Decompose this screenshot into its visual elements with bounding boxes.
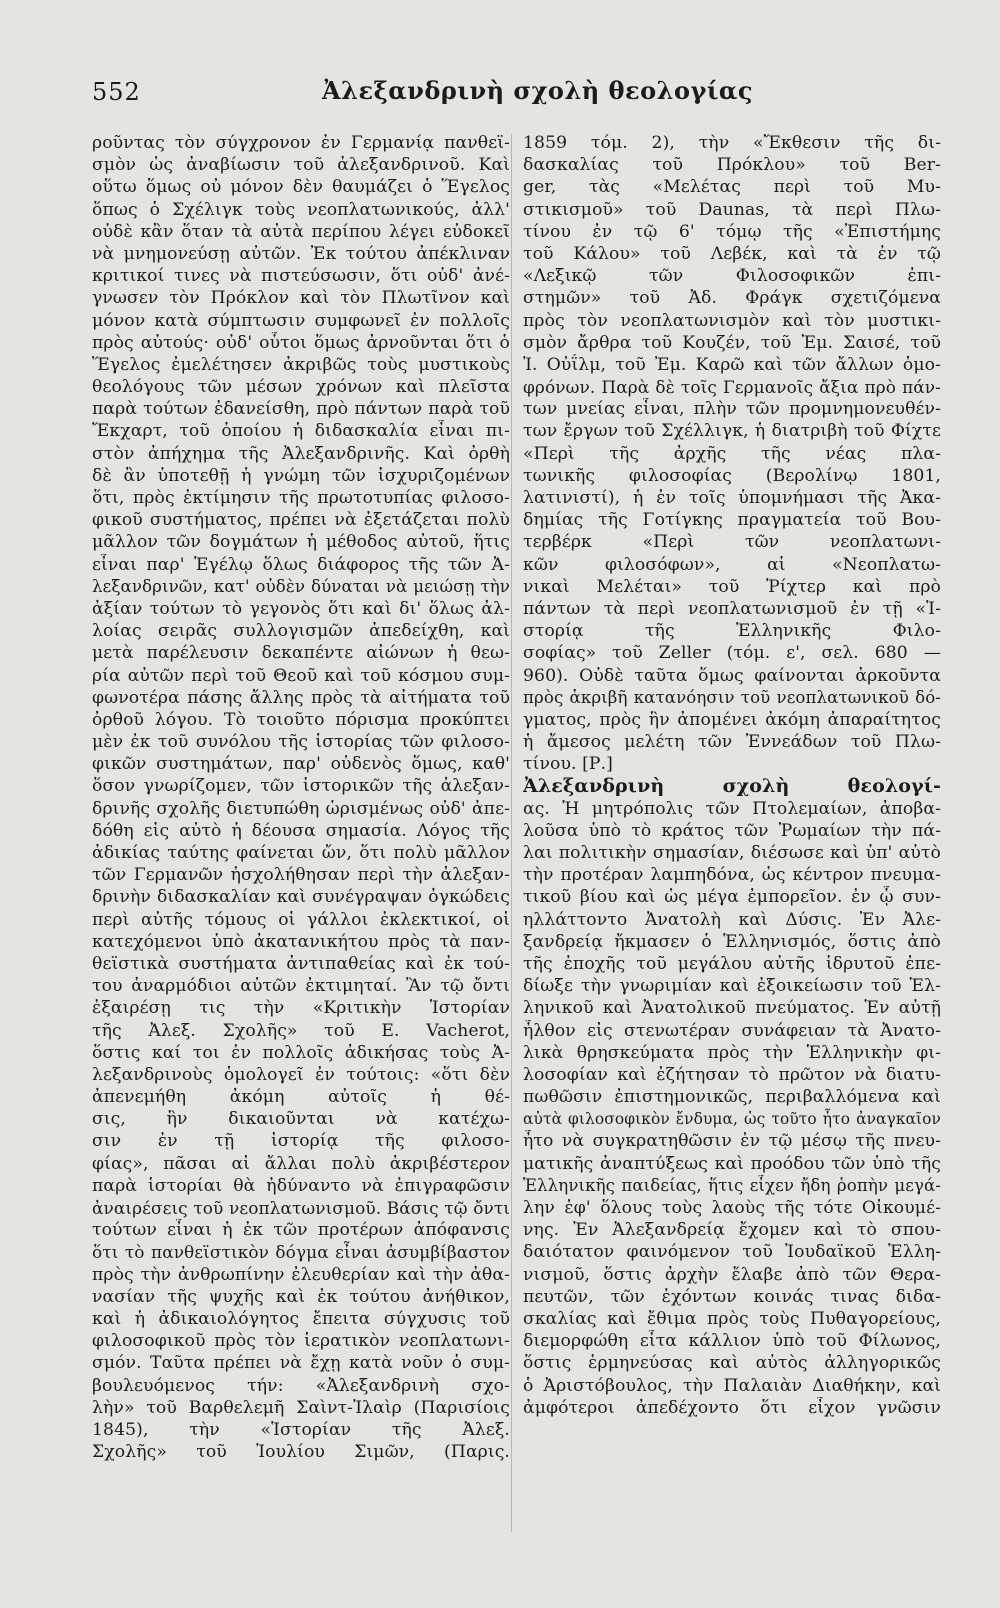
text-line: μὲν ἐκ τοῦ συνόλου τῆς ἱστορίας τῶν φιλοσο-: [92, 732, 510, 753]
text-line: λην ἐφ' ὅλους τοὺς λαοὺς τῆς τότε Οἰκουμέ-: [523, 1198, 941, 1218]
text-line: νασίαν τῆς ψυχῆς καὶ ἐκ τούτου ἀνήθικον,: [92, 1286, 510, 1307]
text-line: πωθῶσιν ἐπιστημονικῶς, περιβαλλόμενα καὶ: [523, 1087, 941, 1108]
text-line: ὅστις καί τοι ἐν πολλοῖς ἀδικήσας τοὺς Ἀ-: [92, 1042, 510, 1063]
text-line: δαιότατον φαινόμενον τοῦ Ἰουδαϊκοῦ Ἑλλη-: [523, 1242, 941, 1263]
text-line: βουλευόμενος τήν: «Ἀλεξανδρινὴ σχο-: [92, 1375, 510, 1396]
text-line: τίνου ἐν τῷ 6' τόμῳ τῆς «Ἐπιστήμης: [523, 221, 941, 242]
text-line: λοίας σειρᾶς συλλογισμῶν ἀπεδείχθη, καὶ: [92, 621, 510, 642]
text-line: «Λεξικῷ τῶν Φιλοσοφικῶν ἐπι-: [523, 266, 941, 287]
text-line: ὅτι τὸ πανθεϊστικὸν δόγμα εἶναι ἀσυμβίβαστον: [92, 1242, 510, 1263]
text-line: φικῶν συστημάτων, παρ' οὐδενὸς ὅμως, καθ': [92, 754, 510, 775]
text-line: φρόνων. Παρὰ δὲ τοῖς Γερμανοῖς ἄξια πρὸ πάν-: [523, 377, 941, 398]
text-line: παρὰ ἱστορίαι θὰ ἠδύναντο νὰ ἐπιγραφῶσιν: [92, 1175, 510, 1196]
left-column: [92, 132, 510, 1463]
text-line: πρὸς τὸν νεοπλατωνισμὸν καὶ τὸν μυστικι-: [523, 310, 941, 331]
text-line: οὕτω ὅμως οὐ μόνον δὲν θαυμάζει ὁ Ἕγελος: [92, 177, 510, 198]
text-line: δρινὴν διδασκαλίαν καὶ συνέγραψαν ὀγκώδεις: [92, 887, 510, 908]
text-line: λικὰ θρησκεύματα πρὸς τὴν Ἑλληνικὴν φι-: [523, 1042, 941, 1063]
text-line: λοσοφίαν καὶ ἐζήτησαν τὸ πρῶτον νὰ διατυ-: [523, 1064, 941, 1085]
text-line: ηλλάττοντο Ἀνατολὴ καὶ Δύσις. Ἐν Ἀλε-: [523, 909, 941, 930]
text-line: ἀξίαν τούτων τὸ γεγονὸς ὅτι καὶ δι' ὅλως ἀλ-: [92, 598, 510, 619]
text-line: τῶν Γερμανῶν ἠσχολήθησαν περὶ τὴν ἀλεξαν-: [92, 865, 510, 886]
text-line: μόνον κατὰ σύμπτωσιν συμφωνεῖ ἐν πολλοῖς: [92, 310, 510, 331]
text-line: Ἰ. Οὐΐλμ, τοῦ Ἐμ. Καρῶ καὶ τῶν ἄλλων ὁμο-: [523, 354, 941, 375]
text-line: των μνείας εἶναι, πλὴν τῶν προμνημονευθέν-: [523, 399, 941, 420]
text-line: τῆς Ἀλεξ. Σχολῆς» τοῦ E. Vacherot,: [92, 1020, 510, 1041]
text-line: Ἔκχαρτ, τοῦ ὁποίου ἡ διδασκαλία εἶναι πι-: [92, 421, 510, 442]
page-header: [92, 78, 932, 114]
running-title: Ἀλεξανδρινὴ σχολὴ θεολογίας: [322, 76, 754, 105]
text-line: ξανδρείᾳ ἤκμασεν ὁ Ἑλληνισμός, ὅστις ἀπὸ: [523, 931, 941, 952]
text-line: τούτων εἶναι ἡ ἐκ τῶν προτέρων ἀπόφανσις: [92, 1220, 510, 1241]
text-line: μᾶλλον τῶν δογμάτων ἡ μέθοδος αὐτοῦ, ἥτις: [92, 532, 510, 553]
text-line: Ἀλεξανδρινὴ σχολὴ θεολογί-: [523, 775, 941, 798]
text-line: δρινῆς σχολῆς διετυπώθη ὡρισμένως οὐδ' ἀπε-: [92, 798, 510, 819]
text-line: ἀμφότεροι ἀπεδέχοντο ὅτι εἶχον γνῶσιν: [523, 1397, 941, 1418]
text-line: τωνικῆς φιλοσοφίας (Βερολίνῳ 1801,: [523, 465, 941, 486]
text-line: φικοῦ συστήματος, πρέπει νὰ ἐξετάζεται πολὺ: [92, 510, 510, 531]
text-line: ἦτο νὰ συγκρατηθῶσιν ἐν τῷ μέσῳ τῆς πνευ-: [523, 1131, 941, 1152]
text-line: αὐτὰ φιλοσοφικὸν ἔνδυμα, ὡς τοῦτο ἦτο ἀναγκαῖον: [523, 1110, 941, 1129]
text-line: νης. Ἐν Ἀλεξανδρείᾳ ἔχομεν καὶ τὸ σπου-: [523, 1220, 941, 1241]
text-line: πρὸς τὴν ἀνθρωπίνην ἐλευθερίαν καὶ τὴν ἀθα-: [92, 1264, 510, 1285]
text-line: 960). Οὐδὲ ταῦτα ὅμως φαίνονται ἀρκοῦντα: [523, 665, 941, 686]
text-line: μετὰ παρέλευσιν δεκαπέντε αἰώνων ἡ θεω-: [92, 643, 510, 664]
text-line: πευτῶν, τῶν ἐχόντων κοινάς τινας διδα-: [523, 1286, 941, 1307]
text-line: κριτικοί τινες νὰ πιστεύσωσιν, ὅτι οὐδ' ἀνέ-: [92, 266, 510, 287]
text-line: σις, ἣν δικαιοῦνται νὰ κατέχω-: [92, 1109, 510, 1130]
text-line: σοφίας» τοῦ Zeller (τόμ. ε', σελ. 680 —: [523, 643, 941, 664]
text-line: λὴν» τοῦ Βαρθελεμῆ Σαὶντ-Ἰλαὶρ (Παρισίοις: [92, 1397, 510, 1418]
text-line: του ἀναρμόδιοι αὐτῶν ἐκτιμηταί. Ἂν τῷ ὄντι: [92, 976, 510, 997]
text-line: λεξανδρινῶν, κατ' οὐδὲν δύναται νὰ μειώσῃ τὴν: [92, 576, 510, 596]
text-line: πάντων τὰ περὶ νεοπλατωνισμοῦ ἐν τῇ «Ἱ-: [523, 598, 941, 619]
text-line: νισμοῦ, ὅστις ἀρχὴν ἔλαβε ἀπὸ τῶν Θερα-: [523, 1264, 941, 1285]
text-line: λεξανδρινοὺς ὁμολογεῖ ἐν τούτοις: «ὅτι δὲν: [92, 1064, 510, 1085]
text-line: οὐδὲ κἂν ὅταν τὰ αὐτὰ περίπου λέγει εὐδοκεῖ: [92, 221, 510, 242]
text-line: τίνου. [Ρ.]: [523, 754, 613, 775]
text-line: δὲ ἂν ὑποτεθῇ ἡ γνώμη τῶν ἰσχυριζομένων: [92, 465, 510, 486]
text-line: καὶ ἡ ἀδικαιολόγητος ἔπειτα σύγχυσις τοῦ: [92, 1308, 510, 1329]
right-column: [523, 132, 941, 1419]
text-line: νὰ μνημονεύσῃ αὐτῶν. Ἐκ τούτου ἀπέκλιναν: [92, 243, 510, 264]
text-line: τῆς ἐποχῆς τοῦ μεγάλου αὐτῆς ἱδρυτοῦ ἐπε-: [523, 953, 941, 974]
text-line: διεμορφώθη εἶτα κάλλιον ὑπὸ τοῦ Φίλωνος,: [523, 1331, 941, 1352]
text-line: λοῦσα ὑπὸ τὸ κράτος τῶν Ῥωμαίων τὴν πά-: [523, 820, 941, 841]
text-line: τοῦ Κάλου» τοῦ Λεβέκ, καὶ τὰ ἐν τῷ: [523, 243, 941, 264]
text-line: κῶν φιλοσόφων», αἱ «Νεοπλατω-: [523, 554, 941, 575]
text-line: σμόν. Ταῦτα πρέπει νὰ ἔχῃ κατὰ νοῦν ὁ συμ-: [92, 1353, 510, 1374]
text-line: νικαὶ Μελέται» τοῦ Ῥίχτερ καὶ πρὸ: [523, 576, 941, 597]
text-line: πρὸς ἀκριβῆ κατανόησιν τοῦ νεοπλατωνικοῦ δό-: [523, 687, 941, 707]
text-line: στικισμοῦ» τοῦ Daunas, τὰ περὶ Πλω-: [523, 199, 941, 220]
text-line: εἶναι παρ' Ἑγέλῳ ὅλως διάφορος τῆς τῶν Ἀ-: [92, 554, 510, 575]
text-line: ὅτι, πρὸς ἐκτίμησιν τῆς πρωτοτυπίας φιλοσο-: [92, 488, 510, 508]
text-line: γνωσεν τὸν Πρόκλον καὶ τὸν Πλωτῖνον καὶ: [92, 288, 510, 309]
text-line: σιν ἐν τῇ ἱστορίᾳ τῆς φιλοσο-: [92, 1131, 510, 1152]
text-line: γματος, πρὸς ἣν ἀπομένει ἀκόμη ἀπαραίτητος: [523, 709, 941, 730]
text-line: ὀρθοῦ λόγου. Τὸ τοιοῦτο πόρισμα προκύπτει: [92, 709, 510, 730]
text-line: 1859 τόμ. 2), τὴν «Ἔκθεσιν τῆς δι-: [523, 133, 941, 153]
text-line: ἐξαιρέσῃ τις τὴν «Κριτικὴν Ἱστορίαν: [92, 998, 510, 1019]
text-line: φίας», πᾶσαι αἱ ἄλλαι πολὺ ἀκριβέστερον: [92, 1153, 510, 1174]
text-line: δασκαλίας τοῦ Πρόκλου» τοῦ Ber-: [523, 155, 941, 176]
text-line: ρία αὐτῶν περὶ τοῦ Θεοῦ καὶ τοῦ κόσμου συμ-: [92, 665, 510, 686]
text-line: ὁ Ἀριστόβουλος, τὴν Παλαιὰν Διαθήκην, καὶ: [523, 1375, 941, 1396]
text-line: τὴν προτέραν λαμπηδόνα, ὡς κέντρον πνευμα-: [523, 865, 941, 886]
text-line: ροῦντας τὸν σύγχρονον ἐν Γερμανίᾳ πανθεϊ-: [92, 133, 510, 153]
text-line: λατινιστί), ἡ ἐν τοῖς ὑπομνήμασι τῆς Ἀκα-: [523, 488, 941, 508]
text-line: «Περὶ τῆς ἀρχῆς τῆς νέας πλα-: [523, 443, 941, 464]
text-line: ματικῆς ἀναπτύξεως καὶ προόδου τῶν ὑπὸ τῆς: [523, 1153, 941, 1174]
text-line: στημῶν» τοῦ Ἀδ. Φράγκ σχετιζόμενα: [523, 288, 941, 309]
text-line: στορίᾳ τῆς Ἑλληνικῆς Φιλο-: [523, 621, 941, 642]
text-line: δόθη εἰς αὐτὸ ἡ δέουσα σημασία. Λόγος τῆς: [92, 820, 510, 841]
text-line: σμὸν ὡς ἀναβίωσιν τοῦ ἀλεξανδρινοῦ. Καὶ: [92, 155, 510, 176]
text-line: δίωξε τὴν γνωριμίαν καὶ ἐξοικείωσιν τοῦ Ἑλ-: [523, 976, 941, 997]
text-line: σκαλίας καὶ ἔθιμα πρὸς τοὺς Πυθαγορείους,: [523, 1308, 941, 1329]
text-line: ἀπενεμήθη ἀκόμη αὐτοῖς ἡ θέ-: [92, 1087, 510, 1108]
text-line: ἀδικίας ταύτης φαίνεται ὤν, ὅτι πολὺ μᾶλλον: [92, 843, 510, 863]
text-line: θεϊστικὰ συστήματα ἀντιπαθείας καὶ ἐκ τού-: [92, 953, 510, 974]
text-line: δημίας τῆς Γοτίγκης πραγματεία τοῦ Βου-: [523, 510, 941, 531]
text-line: ἀναιρέσεις τοῦ νεοπλατωνισμοῦ. Βάσις τῷ ὄντι: [92, 1198, 510, 1218]
page-number: 552: [92, 78, 141, 106]
text-line: σμὸν ἄρθρα τοῦ Κουζέν, τοῦ Ἐμ. Σαισέ, τοῦ: [523, 332, 941, 353]
text-line: φιλοσοφικοῦ πρὸς τὸν ἱερατικὸν νεοπλατωνι-: [92, 1331, 510, 1352]
text-line: ger, τὰς «Μελέτας περὶ τοῦ Μυ-: [523, 177, 941, 198]
text-line: ὅπως ὁ Σχέλιγκ τοὺς νεοπλατωνικούς, ἀλλ': [92, 199, 510, 220]
text-line: πρὸς αὐτούς· οὐδ' οὗτοι ὅμως ἀρνοῦνται ὅτι ὁ: [92, 332, 510, 353]
text-line: Ἑλληνικῆς παιδείας, ἥτις εἶχεν ἤδη ῥοπὴν μεγά-: [523, 1175, 941, 1195]
text-line: θεολόγους τῶν μέσων χρόνων καὶ πλεῖστα: [92, 377, 510, 398]
text-line: ας. Ἡ μητρόπολις τῶν Πτολεμαίων, ἀποβα-: [523, 798, 941, 819]
text-line: φωνοτέρα πάσης ἄλλης πρὸς τὰ αἰτήματα τοῦ: [92, 687, 510, 708]
text-line: ἦλθον εἰς στενωτέραν συνάφειαν τὰ Ἀνατο-: [523, 1020, 941, 1041]
text-line: τικοῦ βίου καὶ ὡς μέγα ἐμπορεῖον. ἐν ᾧ συν-: [523, 887, 941, 908]
text-line: ἡ ἄμεσος μελέτη τῶν Ἐννεάδων τοῦ Πλω-: [523, 732, 941, 753]
text-line: ληνικοῦ καὶ Ἀνατολικοῦ πνεύματος. Ἐν αὐτῇ: [523, 998, 941, 1019]
text-line: στὸν ἀπήχημα τῆς Ἀλεξανδρινῆς. Καὶ ὀρθὴ: [92, 443, 510, 464]
text-line: τερβέρκ «Περὶ τῶν νεοπλατωνι-: [523, 532, 941, 553]
text-line: των ἔργων τοῦ Σχέλλιγκ, ἡ διατριβὴ τοῦ Φίχτε: [523, 421, 941, 442]
text-line: ὅστις ἑρμηνεύσας καὶ αὐτὸς ἀλληγορικῶς: [523, 1353, 941, 1374]
text-line: Σχολῆς» τοῦ Ἰουλίου Σιμῶν, (Παρις.: [92, 1442, 510, 1463]
text-line: 1845), τὴν «Ἱστορίαν τῆς Ἀλεξ.: [92, 1419, 510, 1440]
text-line: παρὰ τούτων ἐδανείσθη, πρὸ πάντων παρὰ τοῦ: [92, 399, 510, 420]
text-line: Ἕγελος ἐμελέτησεν ἀκριβῶς τοὺς μυστικοὺς: [92, 354, 510, 375]
column-divider: [511, 134, 512, 1532]
text-line: λαι πολιτικὴν σημασίαν, διέσωσε καὶ ὑπ' αὐτὸ: [523, 843, 941, 863]
text-line: περὶ αὐτῆς τόμους οἱ γάλλοι ἐκλεκτικοί, οἱ: [92, 909, 510, 930]
text-line: ὅσον γνωρίζομεν, τῶν ἱστορικῶν τῆς ἀλεξαν-: [92, 776, 510, 797]
text-line: κατεχόμενοι ὑπὸ ἀκατανικήτου πρὸς τὰ παν-: [92, 931, 510, 952]
